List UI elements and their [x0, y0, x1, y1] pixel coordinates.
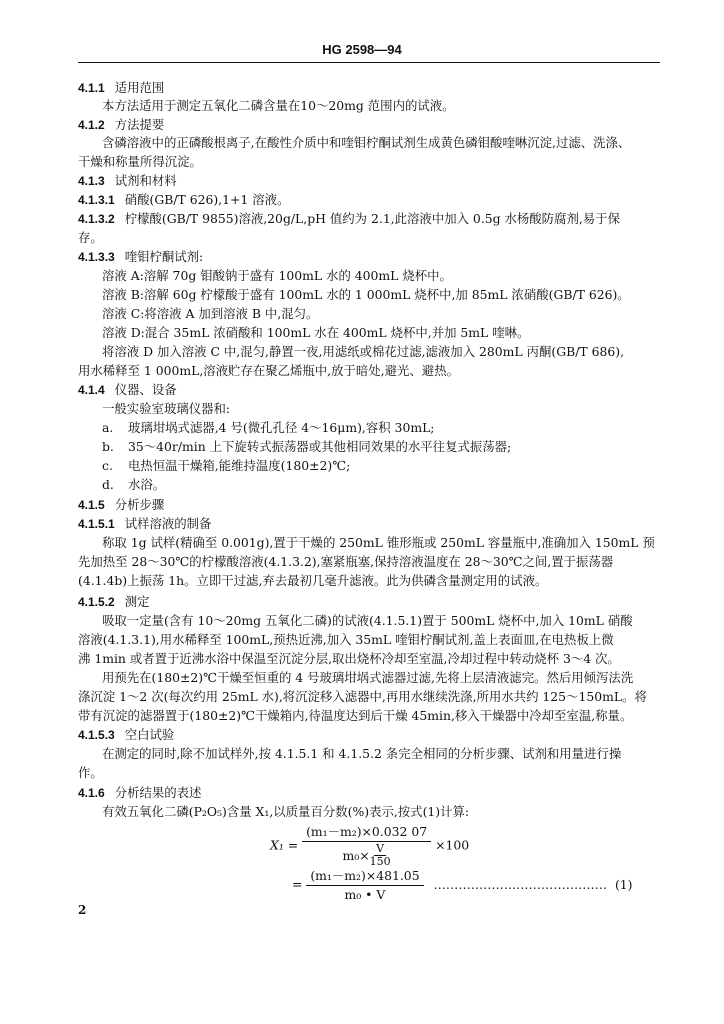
- section-number: 4.1.1: [78, 81, 105, 95]
- clause-4-1-3-2: [78, 211, 662, 227]
- paragraph-line: 沸 1min 或者置于近沸水浴中保温至沉淀分层,取出烧杯冷却至室温,冷却过程中转动烧杯 3～4 次。: [78, 651, 620, 666]
- formula-line-2: [292, 866, 662, 902]
- list-marker: b.: [102, 439, 114, 454]
- paragraph-line: 存。: [78, 230, 103, 245]
- list-item-text: 电热恒温干燥箱,能维持温度(180±2)℃;: [128, 458, 351, 473]
- clause-4-1-5-3: [78, 727, 662, 743]
- section-title: 分析步骤: [114, 497, 165, 512]
- section-number: 4.1.2: [78, 118, 105, 132]
- paragraph-line: 含磷溶液中的正磷酸根离子,在酸性介质中和喹钼柠酮试剂生成黄色磷钼酸喹啉沉淀,过滤、洗涤、: [102, 135, 631, 150]
- list-marker: d.: [102, 477, 114, 492]
- formula-lhs: X₁ =: [270, 837, 299, 853]
- section-4-1-1-heading: [78, 80, 662, 96]
- section-title: 仪器、设备: [114, 382, 177, 397]
- list-marker: c.: [102, 458, 113, 473]
- formula-fraction: [306, 866, 423, 902]
- paragraph: 有效五氧化二磷(P₂O₅)含量 X₁,以质量百分数(%)表示,按式(1)计算:: [102, 804, 470, 819]
- list-item: [102, 477, 662, 493]
- paragraph-line: 在测定的同时,除不加试样外,按 4.1.5.1 和 4.1.5.2 条完全相同的分析步骤、试剂和用量进行操: [102, 746, 622, 761]
- solution-b: 溶液 B:溶解 60g 柠檬酸于盛有 100mL 水的 1 000mL 烧杯中,加 85mL 浓硝酸(GB/T 626)。: [102, 287, 630, 302]
- paragraph-line: 干燥和称量所得沉淀。: [78, 154, 202, 169]
- clause-4-1-5-2: [78, 594, 662, 610]
- list-item-text: 水浴。: [128, 477, 166, 492]
- list-item: [102, 439, 662, 455]
- paragraph-line: 作。: [78, 765, 103, 780]
- formula-inner-fraction: [370, 843, 391, 868]
- paragraph-line: 溶液(4.1.3.1),用水稀释至 100mL,预热近沸,加入 35mL 喹钼柠酮试剂,盖上表面皿,在电热板上微: [78, 632, 614, 647]
- section-4-1-6-heading: [78, 785, 662, 801]
- paragraph-line: 将溶液 D 加入溶液 C 中,混匀,静置一夜,用滤纸或棉花过滤,滤液加入 280mL 丙酮(GB/T 686),: [102, 344, 625, 359]
- paragraph-line: 用水稀释至 1 000mL,溶液贮存在聚乙烯瓶中,放于暗处,避光、避热。: [78, 363, 459, 378]
- document-code: HG 2598—94: [322, 42, 402, 57]
- formula-leader-dots: ……………………………………: [433, 876, 607, 892]
- formula-numerator: (m₁－m₂)×0.032 07: [302, 822, 431, 842]
- section-number: 4.1.3.3: [78, 250, 115, 264]
- solution-c: 溶液 C:将溶液 A 加到溶液 B 中,混匀。: [102, 306, 319, 321]
- paragraph-line: 涤沉淀 1～2 次(每次约用 25mL 水),将沉淀移入滤器中,再用水继续洗涤,所用水共约 125～150mL。将: [78, 689, 647, 704]
- formula-fraction: [302, 822, 431, 868]
- section-number: 4.1.5.1: [78, 517, 115, 531]
- section-title: 方法提要: [114, 117, 165, 132]
- list-item-text: 玻璃坩埚式滤器,4 号(微孔孔径 4～16μm),容积 30mL;: [128, 420, 435, 435]
- section-number: 4.1.4: [78, 383, 105, 397]
- paragraph: 一般实验室玻璃仪器和:: [102, 401, 231, 416]
- list-item-text: 35～40r/min 上下旋转式振荡器或其他相同效果的水平往复式振荡器;: [128, 439, 512, 454]
- section-title: 适用范围: [114, 80, 165, 95]
- paragraph-line: 带有沉淀的滤器置于(180±2)℃干燥箱内,待温度达到后干燥 45min,移入干燥器中冷却至室温,称量。: [78, 708, 633, 723]
- header-rule: [78, 62, 660, 63]
- formula-denominator: m₀ • V: [344, 887, 386, 902]
- section-number: 4.1.5.3: [78, 728, 115, 742]
- clause-4-1-3-3: [78, 249, 662, 265]
- section-title: 分析结果的表述: [114, 785, 202, 800]
- solution-a: 溶液 A:溶解 70g 钼酸钠于盛有 100mL 水的 400mL 烧杯中。: [102, 268, 452, 283]
- formula-inner-denominator: 150: [369, 855, 391, 868]
- section-4-1-5-heading: [78, 497, 662, 513]
- page-number: 2: [78, 903, 87, 917]
- section-number: 4.1.3: [78, 174, 105, 188]
- clause-text: 柠檬酸(GB/T 9855)溶液,20g/L,pH 值约为 2.1,此溶液中加入 0.5g 水杨酸防腐剂,易于保: [124, 211, 620, 226]
- section-number: 4.1.6: [78, 786, 105, 800]
- formula-denominator-m0: m₀×: [342, 848, 370, 863]
- list-item: [102, 420, 662, 436]
- section-number: 4.1.5.2: [78, 595, 115, 609]
- section-4-1-3-heading: [78, 173, 662, 189]
- clause-text: 硝酸(GB/T 626),1+1 溶液。: [124, 192, 290, 207]
- formula-denominator: [339, 842, 395, 868]
- paragraph-line: (4.1.4b)上振荡 1h。立即干过滤,弃去最初几毫升滤液。此为供磷含量测定用的试液。: [78, 573, 548, 588]
- section-number: 4.1.3.2: [78, 212, 115, 226]
- formula-times-100: ×100: [435, 837, 470, 853]
- formula-inner-numerator: V: [376, 842, 385, 855]
- section-number: 4.1.3.1: [78, 193, 115, 207]
- section-title: 试剂和材料: [114, 173, 177, 188]
- section-4-1-2-heading: [78, 117, 662, 133]
- clause-title: 空白试验: [124, 727, 175, 742]
- equation-number: (1): [614, 876, 633, 892]
- list-marker: a.: [102, 420, 114, 435]
- clause-title: 测定: [124, 594, 150, 609]
- section-4-1-4-heading: [78, 382, 662, 398]
- clause-4-1-3-1: [78, 192, 662, 208]
- formula-equals: =: [292, 876, 303, 892]
- solution-d: 溶液 D:混合 35mL 浓硝酸和 100mL 水在 400mL 烧杯中,并加 5mL 喹啉。: [102, 325, 530, 340]
- paragraph-line: 用预先在(180±2)℃干燥至恒重的 4 号玻璃坩埚式滤器过滤,先将上层清液滤完。然后用倾泻法洗: [102, 670, 634, 685]
- paragraph: 本方法适用于测定五氧化二磷含量在10～20mg 范围内的试液。: [102, 98, 455, 113]
- list-item: [102, 458, 662, 474]
- paragraph-line: 先加热至 28～30℃的柠檬酸溶液(4.1.3.2),塞紧瓶塞,保持溶液温度在 28～30℃之间,置于振荡器: [78, 554, 614, 569]
- clause-title: 试样溶液的制备: [124, 516, 212, 531]
- paragraph-line: 吸取一定量(含有 10～20mg 五氧化二磷)的试液(4.1.5.1)置于 500mL 烧杯中,加入 10mL 硝酸: [102, 613, 633, 628]
- section-number: 4.1.5: [78, 498, 105, 512]
- clause-4-1-5-1: [78, 516, 662, 532]
- clause-title: 喹钼柠酮试剂:: [124, 249, 204, 264]
- paragraph-line: 称取 1g 试样(精确至 0.001g),置于干燥的 250mL 锥形瓶或 250mL 容量瓶中,准确加入 150mL 预: [102, 535, 655, 550]
- formula-line-1: [270, 822, 469, 868]
- formula-numerator: (m₁－m₂)×481.05: [306, 866, 423, 886]
